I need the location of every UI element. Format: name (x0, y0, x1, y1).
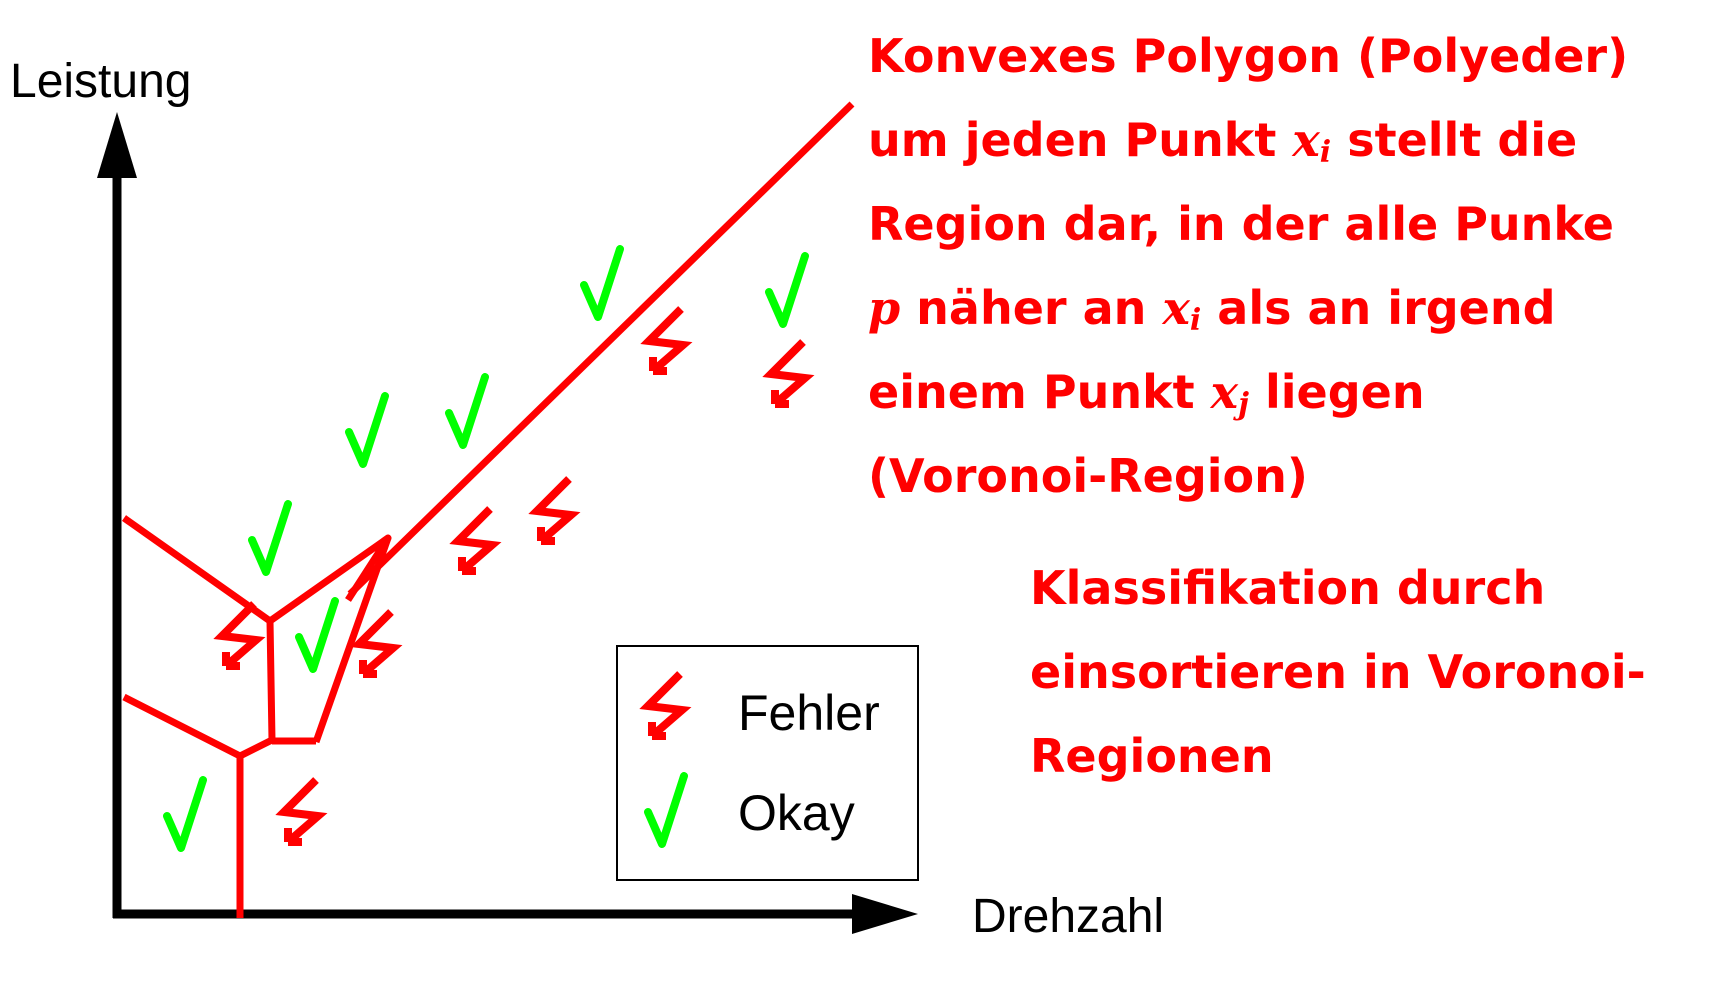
legend-label-okay: Okay (738, 785, 855, 841)
legend (617, 646, 918, 880)
fehler-marker (537, 479, 571, 541)
annotation-text: Konvexes Polygon (Polyeder) (868, 29, 1629, 83)
x-axis-arrowhead (852, 894, 918, 934)
annotation-line: einsortieren in Voronoi- (1030, 645, 1646, 699)
fehler-marker (458, 509, 492, 571)
okay-marker (449, 377, 485, 445)
okay-marker (299, 601, 335, 669)
annotation-text: (Voronoi-Region) (868, 449, 1308, 503)
annotation-line (868, 266, 1628, 350)
math-variable: p (868, 281, 901, 335)
math-variable: x (1292, 113, 1320, 167)
legend-label-fehler: Fehler (738, 685, 880, 741)
okay-marker (252, 504, 288, 572)
annotation-line (868, 14, 1628, 98)
fehler-marker (284, 780, 318, 842)
annotation-line: Klassifikation durch (1030, 561, 1546, 615)
annotation-line (868, 98, 1628, 182)
classification-note (1030, 546, 1646, 798)
fehler-marker (359, 612, 393, 674)
okay-marker (584, 249, 620, 317)
annotation-text: liegen (1248, 365, 1425, 419)
annotation-line (868, 182, 1628, 266)
okay-marker (167, 780, 203, 848)
boundary-line (350, 104, 852, 594)
okay-marker (769, 256, 805, 324)
math-variable: x (1162, 281, 1190, 335)
math-subscript: i (1319, 135, 1332, 170)
annotation-text: stellt die (1331, 113, 1578, 167)
annotation-text: einem Punkt (868, 365, 1211, 419)
math-subscript: j (1238, 387, 1249, 422)
fehler-marker (649, 309, 683, 371)
okay-marker (349, 396, 385, 464)
annotation-text: als an irgend (1201, 281, 1556, 335)
annotation-text: Region dar, in der alle Punke (868, 197, 1614, 251)
annotation-text: um jeden Punkt (868, 113, 1293, 167)
annotation-line (868, 350, 1628, 434)
math-subscript: i (1189, 303, 1202, 338)
fehler-marker (222, 604, 256, 666)
voronoi-explanation (868, 14, 1628, 518)
y-axis-arrowhead (97, 112, 137, 178)
annotation-line: Regionen (1030, 729, 1274, 783)
math-variable: x (1210, 365, 1239, 419)
annotation-line (868, 434, 1628, 518)
annotation-text: näher an (900, 281, 1163, 335)
x-axis-label: Drehzahl (972, 890, 1165, 943)
y-axis-label: Leistung (10, 55, 192, 108)
fehler-marker (771, 342, 805, 404)
